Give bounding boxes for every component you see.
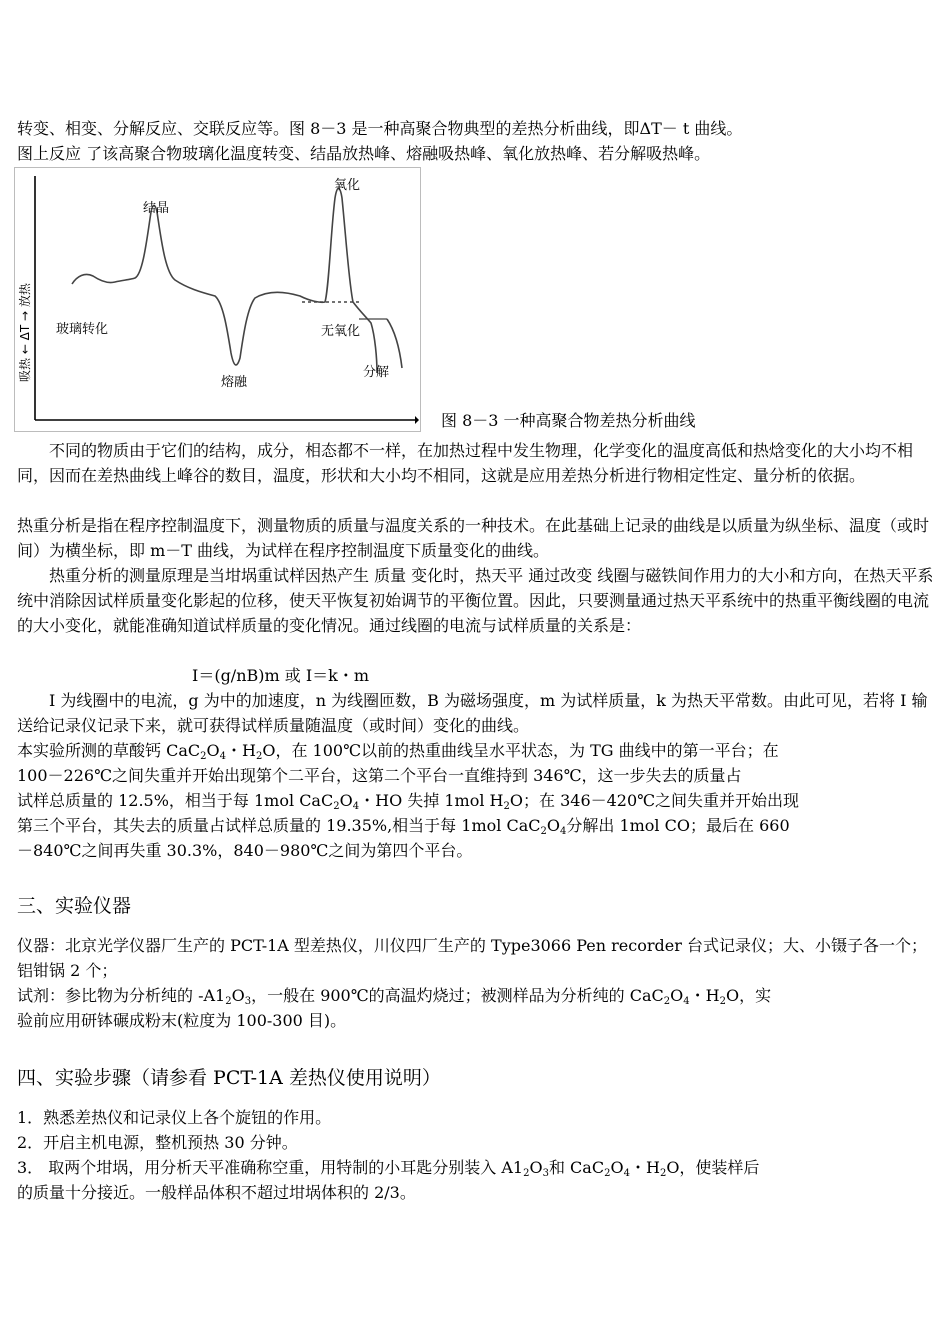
step-1: 1．熟悉差热仪和记录仪上各个旋钮的作用。 [17, 1108, 332, 1127]
label-decomposition: 分解 [363, 365, 390, 380]
intro-line-1: 转变、相变、分解反应、交联反应等。图 8－3 是一种高聚合物典型的差热分析曲线，即ΔT－ t 曲线。 [17, 119, 743, 138]
p5-line-2: 100－226℃之间失重并开始出现第个二平台，这第二个平台一直维持到 346℃，这一步失去的质量占 [17, 766, 742, 785]
paragraph-5 [17, 738, 935, 863]
decomp-curve [387, 319, 402, 368]
p5-line-4: 第三个平台，其失去的质量占试样总质量的 19.35%,相当于每 1mol $CaC_2O_4$分解出 1mol CO；最后在 660 [17, 816, 790, 837]
label-crystallization: 结晶 [143, 201, 170, 216]
dta-curve [72, 188, 377, 373]
label-melting: 熔融 [221, 375, 248, 390]
figure-caption: 图 8－3 一种高聚合物差热分析曲线 [441, 411, 696, 430]
step-3-line-2: 的质量十分接近。一般样品体积不超过坩埚体积的 2/3。 [17, 1183, 416, 1202]
paragraph-3: 热重分析的测量原理是当坩埚重试样因热产生 质量 变化时，热天平 通过改变 线圈与磁铁间作用力的大小和方向，在热天平系统中消除因试样质量变化影起的位移，使天平恢复初始调节的平衡位置。因此，只要测量通过热天平系统中的热重平衡线圈的电流的大小变化，就能准确知道试样质量的变化情况。通过线圈的电流与试样质量的关系是： [17, 566, 934, 635]
paragraph-2: 热重分析是指在程序控制温度下，测量物质的质量与温度关系的一种技术。在此基础上记录的曲线是以质量为纵坐标、温度（或时间）为横坐标，即 m－T 曲线，为试样在程序控制温度下质量变化的曲线。 [17, 516, 930, 560]
section-3-reagents: 试剂：参比物为分析纯的 $-A1_2O_3$，一般在 900℃的高温灼烧过；被测样品为分析纯的 $CaC_2O_4$・$H_2O$，实 验前应用研钵碾成粉末(粒度为 100-300 目)。 [17, 986, 772, 1030]
section-4-title: 四、实验步骤（请参看 PCT-1A 差热仪使用说明） [17, 1067, 441, 1089]
label-no-oxidation: 无氧化 [321, 324, 361, 339]
section-3-instruments: 仪器：北京光学仪器厂生产的 PCT-1A 型差热仪，川仪四厂生产的 Type3066 Pen recorder 台式记录仪；大、小镊子各一个；铝钳锅 2 个； [17, 936, 927, 980]
intro-line-2: 图上反应 了该高聚合物玻璃化温度转变、结晶放热峰、熔融吸热峰、氧化放热峰、若分解吸热峰。 [17, 144, 711, 163]
step-2: 2．开启主机电源，整机预热 30 分钟。 [17, 1133, 298, 1152]
paragraph-4: I 为线圈中的电流，g 为中的加速度，n 为线圈匝数，B 为磁场强度，m 为试样质量，k 为热天平常数。由此可见，若将 I 输送给记录仪记录下来，就可获得试样质量随温度（或时间）变化的曲线。 [17, 691, 928, 735]
label-oxidation: 氧化 [334, 178, 361, 193]
step-3: 3． 取两个坩埚，用分析天平准确称空重，用特制的小耳匙分别装入 $A1_2O_3$和 $CaC_2O_4$・$H_2O$，使装样后 [17, 1158, 760, 1179]
y-axis-label: 吸热 ← ΔT → 放热 [18, 283, 32, 382]
dta-curve-chart [15, 168, 420, 431]
p5-line-1: 本实验所测的草酸钙 $CaC_2O_4$・$H_2O$，在 100℃以前的热重曲线呈水平状态，为 TG 曲线中的第一平台；在 [17, 741, 779, 762]
section-4-steps [17, 1105, 935, 1205]
x-axis-arrow [415, 416, 419, 424]
p5-line-3: 试样总质量的 12.5%，相当于每 1mol $CaC_2O_4$・HO 失掉 1mol $H_2O$；在 346－420℃之间失重并开始出现 [17, 791, 800, 812]
section-3-title: 三、实验仪器 [17, 895, 132, 917]
formula: I＝(g/nB)m 或 I＝k・m [192, 666, 370, 685]
dta-figure [14, 167, 421, 432]
label-glass-transition: 玻璃转化 [56, 322, 109, 337]
paragraph-1: 不同的物质由于它们的结构，成分，相态都不一样，在加热过程中发生物理，化学变化的温度高低和热焓变化的大小均不相同，因而在差热曲线上峰谷的数目，温度，形状和大小均不相同，这就是应用差热分析进行物相定性定、量分析的依据。 [17, 441, 914, 485]
p5-line-5: －840℃之间再失重 30.3%，840－980℃之间为第四个平台。 [17, 841, 473, 860]
